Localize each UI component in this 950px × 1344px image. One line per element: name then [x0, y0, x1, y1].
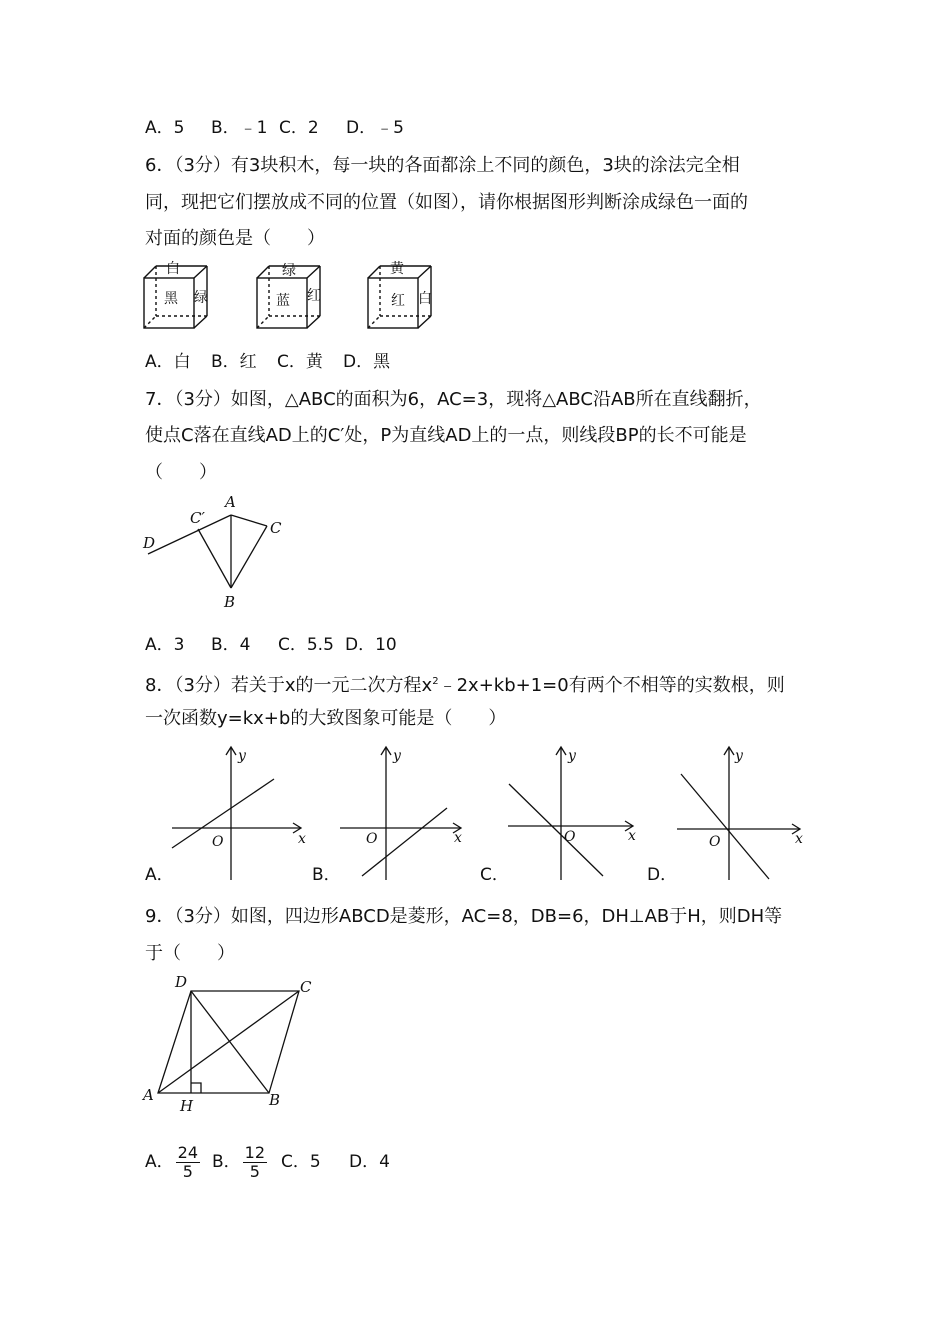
q6-text-line1: 6．（3分）有3块积木，每一块的各面都涂上不同的颜色，3块的涂法完全相 [145, 155, 740, 176]
q9-rhombus-figure [140, 970, 320, 1120]
q9-option-a-numerator: 24 [177, 1142, 198, 1162]
q5-option-b: B．﹣1 [211, 118, 268, 138]
q9-options [145, 1140, 390, 1184]
q7-option-b: B．4 [211, 635, 251, 655]
q7-text-line3: （ ） [145, 462, 217, 483]
q8d-y-label: y [735, 748, 743, 764]
q6-text-line2: 同，现把它们摆放成不同的位置（如图），请你根据图形判断涂成绿色一面的 [145, 192, 748, 213]
q6-option-c: C．黄 [277, 352, 323, 372]
q9-option-d: D．4 [349, 1152, 390, 1172]
q9-text-line2: 于（ ） [145, 943, 235, 964]
q8d-origin-label: O [709, 834, 721, 850]
q9-label-d: D [175, 973, 188, 991]
q7-triangle-figure [140, 492, 300, 614]
q8-exponent: 2 [432, 676, 439, 687]
q9-label-a: A [143, 1086, 154, 1104]
q9-label-c: C [300, 978, 312, 996]
q8c-y-label: y [568, 748, 576, 764]
cube1-side-label: 绿 [194, 290, 208, 306]
q8a-origin-label: O [212, 834, 224, 850]
q8-text-line1 [145, 671, 785, 697]
q8b-x-label: x [454, 830, 462, 846]
q9-option-b-numerator: 12 [244, 1142, 266, 1162]
cube3-front-label: 红 [391, 293, 405, 309]
q7-options [145, 634, 397, 656]
q9-option-a-fraction [176, 1144, 200, 1181]
q9-option-b-denominator: 5 [249, 1161, 260, 1181]
cube1-top-label: 白 [166, 261, 180, 277]
q8-graph-b [336, 742, 481, 882]
cube2-side-label: 红 [307, 288, 321, 304]
q9-option-a-prefix: A． [145, 1152, 174, 1172]
q9-text-line1: 9．（3分）如图，四边形ABCD是菱形，AC=8，DB=6，DH⊥AB于H，则DH等 [145, 906, 783, 927]
q9-option-b-prefix: B． [212, 1152, 241, 1172]
q8-option-b: B． [312, 865, 341, 885]
q9-label-h: H [180, 1097, 194, 1115]
q8c-origin-label: O [564, 829, 576, 845]
q5-option-d: D．﹣5 [346, 118, 404, 138]
q8-option-a: A． [145, 865, 174, 885]
q8-line1-pre: 8．（3分）若关于x的一元二次方程x [145, 675, 433, 696]
q6-option-d: D．黑 [343, 352, 391, 372]
q8b-origin-label: O [366, 831, 378, 847]
q9-option-a-denominator: 5 [182, 1161, 193, 1181]
q8-option-c: C． [480, 865, 509, 885]
q8d-x-label: x [795, 831, 803, 847]
cube3-top-label: 黄 [390, 261, 404, 277]
cube2-front-label: 蓝 [276, 293, 290, 309]
q6-cubes-figure [140, 258, 440, 334]
q5-option-a: A．5 [145, 118, 185, 138]
q8a-y-label: y [238, 748, 246, 764]
q7-label-cprime: C′ [190, 509, 205, 527]
q8-graph-a [168, 742, 313, 882]
q8-option-d: D． [647, 865, 678, 885]
cube3-side-label: 白 [418, 291, 432, 307]
q7-option-a: A．3 [145, 635, 185, 655]
q8-line1-post: ﹣2x+kb+1=0有两个不相等的实数根，则 [438, 675, 785, 696]
q8c-x-label: x [628, 828, 636, 844]
q6-text-line3: 对面的颜色是（ ） [145, 228, 325, 249]
q9-option-b-fraction [243, 1144, 267, 1181]
q6-options [145, 351, 390, 373]
q9-label-b: B [269, 1091, 281, 1109]
q7-text-line1: 7．（3分）如图，△ABC的面积为6，AC=3，现将△ABC沿AB所在直线翻折， [145, 389, 762, 410]
q7-option-c: C．5.5 [278, 635, 334, 655]
q6-option-b: B．红 [211, 352, 257, 372]
q6-option-a: A．白 [145, 352, 191, 372]
q8b-y-label: y [393, 748, 401, 764]
q7-label-b: B [224, 593, 236, 611]
q7-text-line2: 使点C落在直线AD上的C′处，P为直线AD上的一点，则线段BP的长不可能是 [145, 425, 747, 446]
q5-options [145, 117, 404, 139]
q8-graph-c [504, 742, 649, 882]
q7-label-a: A [225, 493, 236, 511]
q7-label-c: C [270, 519, 282, 537]
q8-graph-d [673, 742, 818, 882]
q8-text-line2: 一次函数y=kx+b的大致图象可能是（ ） [145, 708, 507, 729]
cube2-top-label: 绿 [282, 263, 296, 279]
cube1-front-label: 黑 [164, 291, 178, 307]
q9-option-c: C．5 [281, 1152, 321, 1172]
q5-option-c: C．2 [279, 118, 319, 138]
q7-label-d: D [143, 534, 156, 552]
q8a-x-label: x [298, 831, 306, 847]
q7-option-d: D．10 [345, 635, 397, 655]
